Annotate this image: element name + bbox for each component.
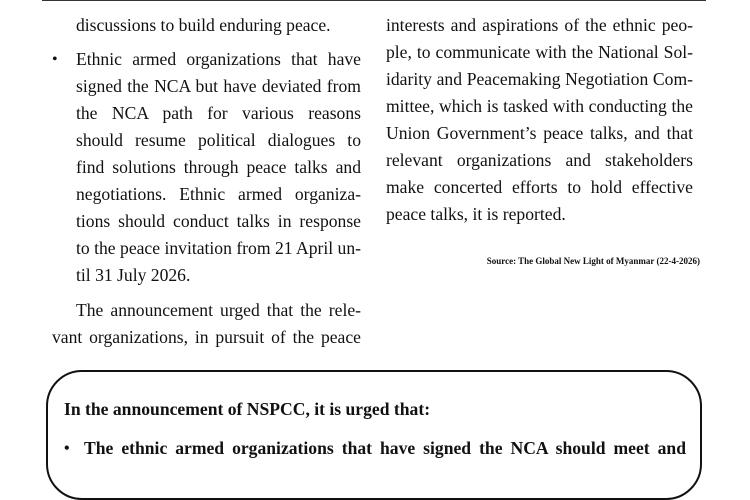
right-line: ple, to communicate with the National Sol-: [386, 42, 693, 62]
left-bullet-line: tions should conduct talks in response: [76, 211, 361, 231]
left-bullet-line: negotiations. Ethnic armed organiza-: [76, 184, 361, 204]
left-paragraph-line: The announcement urged that the rele-: [76, 300, 361, 320]
callout-heading: In the announcement of NSPCC, it is urged that:: [64, 399, 431, 419]
callout-bullet-marker: •: [64, 440, 70, 457]
left-bullet-line: the NCA path for various reasons: [76, 103, 361, 123]
left-bullet-line: til 31 July 2026.: [76, 265, 191, 285]
right-line: interests and aspirations of the ethnic peo-: [386, 15, 693, 35]
right-line: peace talks, it is reported.: [386, 204, 566, 224]
right-line: idarity and Peacemaking Negotiation Com-: [386, 69, 693, 89]
right-line: Union Government’s peace talks, and that: [386, 123, 693, 143]
left-bullet-line: find solutions through peace talks and: [76, 157, 361, 177]
left-bullet-line: should resume political dialogues to: [76, 130, 361, 150]
left-continuation-text: discussions to build enduring peace.: [76, 15, 331, 35]
right-line: mittee, which is tasked with conducting the: [386, 96, 693, 116]
left-paragraph-line: vant organizations, in pursuit of the peace: [52, 327, 361, 347]
top-rule: [42, 0, 706, 1]
source-citation: Source: The Global New Light of Myanmar (22-4-2026): [486, 256, 700, 266]
left-bullet-marker: •: [52, 51, 58, 68]
right-line: make concerted efforts to hold effective: [386, 177, 693, 197]
left-bullet-line: to the peace invitation from 21 April un-: [76, 238, 361, 258]
left-bullet-line: Ethnic armed organizations that have: [76, 49, 361, 69]
callout-bullet-text: The ethnic armed organizations that have signed the NCA should meet and: [84, 438, 686, 458]
left-bullet-line: signed the NCA but have deviated from: [76, 76, 361, 96]
right-line: relevant organizations and stakeholders: [386, 150, 693, 170]
